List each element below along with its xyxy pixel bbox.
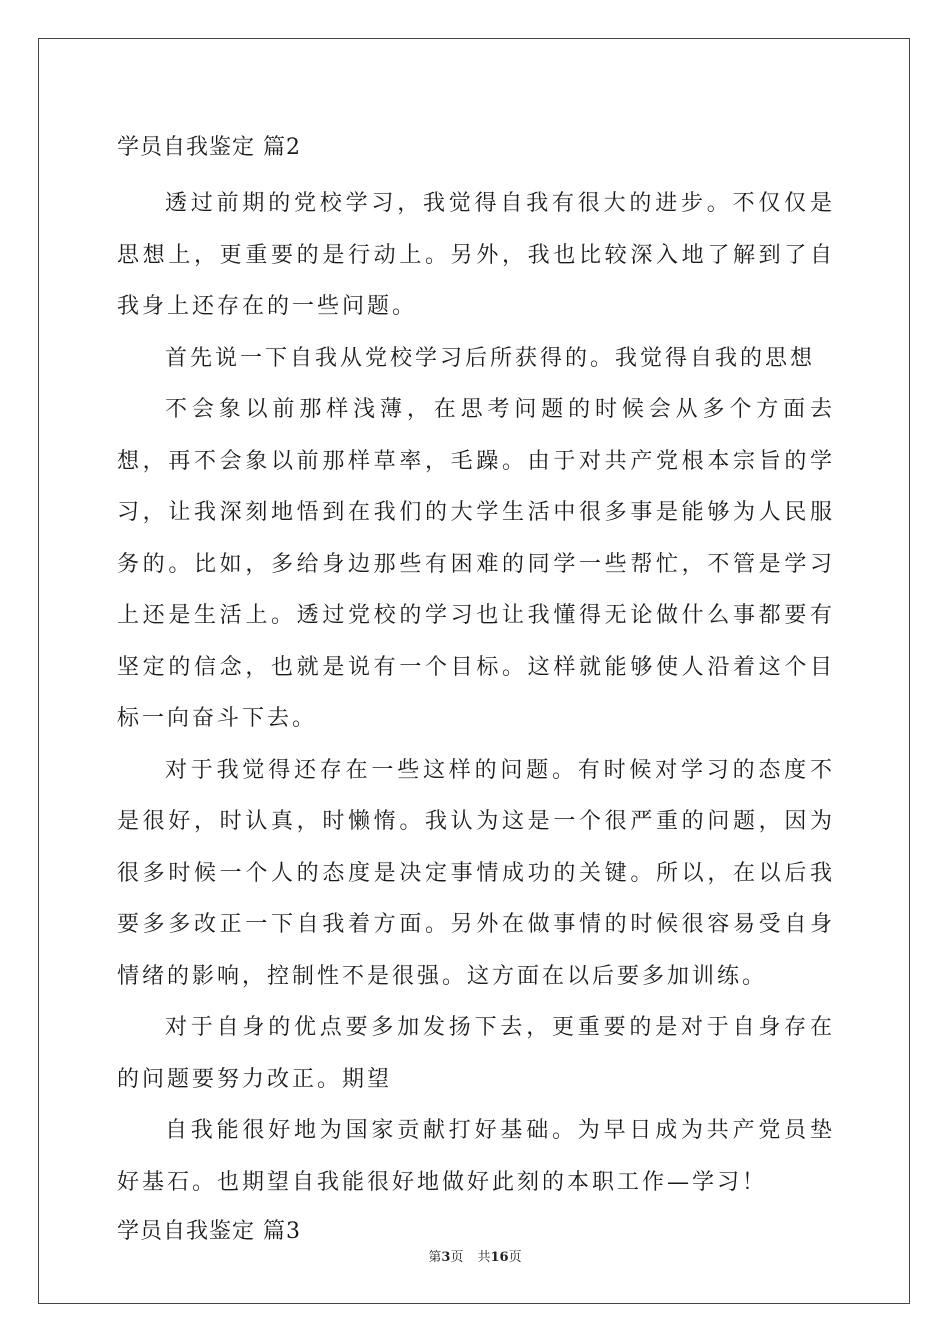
paragraph-4: 对于我觉得还存在一些这样的问题。有时候对学习的态度不是很好，时认真，时懒惰。我认为这是一个很严重的问题，因为很多时候一个人的态度是决定事情成功的关键。所以，在以后我要多多改正一下自我着方面。另外在做事情的时候很容易受自身情绪的影响，控制性不是很强。这方面在以后要多加训练。 bbox=[117, 757, 835, 989]
total-prefix: 共 bbox=[477, 1250, 491, 1265]
total-unit: 页 bbox=[508, 1250, 522, 1265]
section-heading-2: 学员自我鉴定 篇2 bbox=[117, 135, 301, 160]
total-page-count: 16 bbox=[490, 1250, 509, 1265]
section-heading-3: 学员自我鉴定 篇3 bbox=[117, 1219, 301, 1244]
paragraph-6: 自我能很好地为国家贡献打好基础。为早日成为共产党员垫好基石。也期望自我能很好地做好此刻的本职工作—学习！ bbox=[117, 1118, 835, 1195]
current-page-number: 3 bbox=[441, 1250, 451, 1265]
paragraph-1: 透过前期的党校学习，我觉得自我有很大的进步。不仅仅是思想上，更重要的是行动上。另外，我也比较深入地了解到了自我身上还存在的一些问题。 bbox=[117, 191, 835, 319]
document-body bbox=[117, 128, 835, 1252]
page-prefix: 第 bbox=[428, 1250, 442, 1265]
page-unit: 页 bbox=[450, 1250, 464, 1265]
paragraph-2: 首先说一下自我从党校学习后所获得的。我觉得自我的思想 bbox=[165, 345, 816, 371]
paragraph-3: 不会象以前那样浅薄，在思考问题的时候会从多个方面去想，再不会象以前那样草率，毛躁。由于对共产党根本宗旨的学习，让我深刻地悟到在我们的大学生活中很多事是能够为人民服务的。比如，多给身边那些有困难的同学一些帮忙，不管是学习上还是生活上。透过党校的学习也让我懂得无论做什么事都要有坚定的信念，也就是说有一个目标。这样就能够使人沿着这个目标一向奋斗下去。 bbox=[117, 397, 835, 731]
page-footer bbox=[0, 1246, 950, 1265]
paragraph-5: 对于自身的优点要多加发扬下去，更重要的是对于自身存在的问题要努力改正。期望 bbox=[117, 1015, 835, 1092]
